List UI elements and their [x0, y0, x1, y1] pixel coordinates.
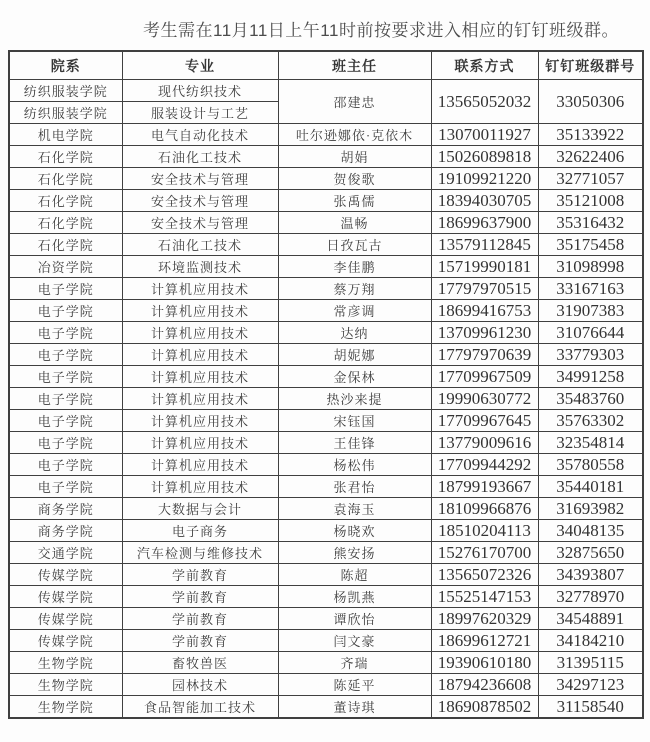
college-cell: 生物学院 — [9, 674, 122, 696]
major-cell: 计算机应用技术 — [122, 476, 278, 498]
teacher-cell: 邵建忠 — [278, 80, 431, 124]
college-cell: 石化学院 — [9, 234, 122, 256]
table-row — [9, 322, 643, 344]
college-cell: 电子学院 — [9, 366, 122, 388]
phone-cell: 13779009616 — [431, 432, 538, 454]
college-cell: 石化学院 — [9, 146, 122, 168]
group-number-cell: 32622406 — [538, 146, 643, 168]
teacher-cell: 熊安扬 — [278, 542, 431, 564]
phone-cell: 18109966876 — [431, 498, 538, 520]
teacher-cell: 谭欣怡 — [278, 608, 431, 630]
phone-cell: 18510204113 — [431, 520, 538, 542]
table-row — [9, 652, 643, 674]
major-cell: 计算机应用技术 — [122, 300, 278, 322]
table-row — [9, 366, 643, 388]
group-number-cell: 33050306 — [538, 80, 643, 124]
group-number-cell: 31395115 — [538, 652, 643, 674]
group-number-cell: 35440181 — [538, 476, 643, 498]
major-cell: 安全技术与管理 — [122, 168, 278, 190]
teacher-cell: 金保林 — [278, 366, 431, 388]
major-cell: 现代纺织技术 — [122, 80, 278, 102]
teacher-cell: 吐尔逊娜依·克依木 — [278, 124, 431, 146]
major-cell: 食品智能加工技术 — [122, 696, 278, 719]
group-number-cell: 34184210 — [538, 630, 643, 652]
group-number-cell: 31098998 — [538, 256, 643, 278]
phone-cell: 18394030705 — [431, 190, 538, 212]
table-row — [9, 234, 643, 256]
table-row — [9, 542, 643, 564]
teacher-cell: 温畅 — [278, 212, 431, 234]
phone-cell: 18799193667 — [431, 476, 538, 498]
college-cell: 生物学院 — [9, 652, 122, 674]
group-number-cell: 35780558 — [538, 454, 643, 476]
college-cell: 传媒学院 — [9, 564, 122, 586]
table-row — [9, 432, 643, 454]
table-row — [9, 520, 643, 542]
phone-cell: 13565072326 — [431, 564, 538, 586]
college-cell: 交通学院 — [9, 542, 122, 564]
group-number-cell: 33779303 — [538, 344, 643, 366]
college-cell: 电子学院 — [9, 476, 122, 498]
college-cell: 机电学院 — [9, 124, 122, 146]
group-number-cell: 31158540 — [538, 696, 643, 719]
table-row — [9, 454, 643, 476]
header-college: 院系 — [9, 51, 122, 80]
phone-cell: 18699416753 — [431, 300, 538, 322]
college-cell: 纺织服装学院 — [9, 102, 122, 124]
phone-cell: 13070011927 — [431, 124, 538, 146]
page-title: 考生需在11月11日上午11时前按要求进入相应的钉钉班级群。 — [143, 21, 619, 40]
major-cell: 安全技术与管理 — [122, 212, 278, 234]
header-teacher: 班主任 — [278, 51, 431, 80]
major-cell: 石油化工技术 — [122, 234, 278, 256]
major-cell: 学前教育 — [122, 630, 278, 652]
table-row — [9, 344, 643, 366]
header-group-number: 钉钉班级群号 — [538, 51, 643, 80]
group-number-cell: 31907383 — [538, 300, 643, 322]
group-number-cell: 34048135 — [538, 520, 643, 542]
college-cell: 石化学院 — [9, 168, 122, 190]
college-cell: 石化学院 — [9, 212, 122, 234]
table-row — [9, 388, 643, 410]
table-row — [9, 190, 643, 212]
major-cell: 安全技术与管理 — [122, 190, 278, 212]
class-group-table — [8, 50, 644, 719]
table-row — [9, 80, 643, 102]
teacher-cell: 杨松伟 — [278, 454, 431, 476]
major-cell: 大数据与会计 — [122, 498, 278, 520]
teacher-cell: 张禹儒 — [278, 190, 431, 212]
college-cell: 电子学院 — [9, 454, 122, 476]
group-number-cell: 35763302 — [538, 410, 643, 432]
college-cell: 电子学院 — [9, 388, 122, 410]
table-header-row — [9, 51, 643, 80]
major-cell: 园林技术 — [122, 674, 278, 696]
teacher-cell: 齐瑞 — [278, 652, 431, 674]
teacher-cell: 宋钰国 — [278, 410, 431, 432]
group-number-cell: 35121008 — [538, 190, 643, 212]
table-row — [9, 410, 643, 432]
major-cell: 汽车检测与维修技术 — [122, 542, 278, 564]
teacher-cell: 杨晓欢 — [278, 520, 431, 542]
teacher-cell: 胡妮娜 — [278, 344, 431, 366]
group-number-cell: 35316432 — [538, 212, 643, 234]
phone-cell: 17709944292 — [431, 454, 538, 476]
teacher-cell: 贺俊歌 — [278, 168, 431, 190]
table-row — [9, 212, 643, 234]
phone-cell: 18997620329 — [431, 608, 538, 630]
table-row — [9, 696, 643, 719]
college-cell: 商务学院 — [9, 520, 122, 542]
table-row — [9, 674, 643, 696]
header-phone: 联系方式 — [431, 51, 538, 80]
table-row — [9, 146, 643, 168]
teacher-cell: 闫文豪 — [278, 630, 431, 652]
table-body — [9, 80, 643, 719]
college-cell: 电子学院 — [9, 278, 122, 300]
major-cell: 计算机应用技术 — [122, 366, 278, 388]
teacher-cell: 董诗琪 — [278, 696, 431, 719]
teacher-cell: 张君怡 — [278, 476, 431, 498]
phone-cell: 18699612721 — [431, 630, 538, 652]
major-cell: 计算机应用技术 — [122, 454, 278, 476]
major-cell: 计算机应用技术 — [122, 432, 278, 454]
major-cell: 计算机应用技术 — [122, 344, 278, 366]
major-cell: 电气自动化技术 — [122, 124, 278, 146]
phone-cell: 15719990181 — [431, 256, 538, 278]
college-cell: 电子学院 — [9, 300, 122, 322]
college-cell: 电子学院 — [9, 322, 122, 344]
group-number-cell: 33167163 — [538, 278, 643, 300]
teacher-cell: 达纳 — [278, 322, 431, 344]
table-row — [9, 498, 643, 520]
college-cell: 传媒学院 — [9, 630, 122, 652]
phone-cell: 17709967509 — [431, 366, 538, 388]
table-row — [9, 630, 643, 652]
college-cell: 电子学院 — [9, 410, 122, 432]
college-cell: 电子学院 — [9, 344, 122, 366]
teacher-cell: 袁海玉 — [278, 498, 431, 520]
college-cell: 传媒学院 — [9, 586, 122, 608]
phone-cell: 18690878502 — [431, 696, 538, 719]
major-cell: 学前教育 — [122, 608, 278, 630]
group-number-cell: 31693982 — [538, 498, 643, 520]
major-cell: 学前教育 — [122, 586, 278, 608]
major-cell: 环境监测技术 — [122, 256, 278, 278]
group-number-cell: 32875650 — [538, 542, 643, 564]
group-number-cell: 32771057 — [538, 168, 643, 190]
major-cell: 电子商务 — [122, 520, 278, 542]
table-row — [9, 124, 643, 146]
major-cell: 计算机应用技术 — [122, 322, 278, 344]
phone-cell: 13709961230 — [431, 322, 538, 344]
phone-cell: 15026089818 — [431, 146, 538, 168]
group-number-cell: 35175458 — [538, 234, 643, 256]
major-cell: 石油化工技术 — [122, 146, 278, 168]
group-number-cell: 32778970 — [538, 586, 643, 608]
table-row — [9, 278, 643, 300]
phone-cell: 17797970639 — [431, 344, 538, 366]
group-number-cell: 31076644 — [538, 322, 643, 344]
group-number-cell: 34991258 — [538, 366, 643, 388]
college-cell: 传媒学院 — [9, 608, 122, 630]
teacher-cell: 蔡万翔 — [278, 278, 431, 300]
major-cell: 学前教育 — [122, 564, 278, 586]
college-cell: 石化学院 — [9, 190, 122, 212]
phone-cell: 17709967645 — [431, 410, 538, 432]
teacher-cell: 陈延平 — [278, 674, 431, 696]
phone-cell: 18794236608 — [431, 674, 538, 696]
college-cell: 商务学院 — [9, 498, 122, 520]
teacher-cell: 热沙来提 — [278, 388, 431, 410]
teacher-cell: 常彦调 — [278, 300, 431, 322]
phone-cell: 18699637900 — [431, 212, 538, 234]
major-cell: 计算机应用技术 — [122, 410, 278, 432]
table-row — [9, 564, 643, 586]
group-number-cell: 32354814 — [538, 432, 643, 454]
group-number-cell: 34297123 — [538, 674, 643, 696]
phone-cell: 19109921220 — [431, 168, 538, 190]
major-cell: 服装设计与工艺 — [122, 102, 278, 124]
phone-cell: 13565052032 — [431, 80, 538, 124]
college-cell: 冶资学院 — [9, 256, 122, 278]
group-number-cell: 35483760 — [538, 388, 643, 410]
phone-cell: 19390610180 — [431, 652, 538, 674]
college-cell: 纺织服装学院 — [9, 80, 122, 102]
major-cell: 畜牧兽医 — [122, 652, 278, 674]
major-cell: 计算机应用技术 — [122, 388, 278, 410]
group-number-cell: 34548891 — [538, 608, 643, 630]
phone-cell: 19990630772 — [431, 388, 538, 410]
group-number-cell: 35133922 — [538, 124, 643, 146]
phone-cell: 13579112845 — [431, 234, 538, 256]
table-row — [9, 586, 643, 608]
major-cell: 计算机应用技术 — [122, 278, 278, 300]
table-row — [9, 300, 643, 322]
college-cell: 电子学院 — [9, 432, 122, 454]
teacher-cell: 胡娟 — [278, 146, 431, 168]
teacher-cell: 日孜瓦古 — [278, 234, 431, 256]
teacher-cell: 王佳锋 — [278, 432, 431, 454]
teacher-cell: 杨凯燕 — [278, 586, 431, 608]
teacher-cell: 陈超 — [278, 564, 431, 586]
teacher-cell: 李佳鹏 — [278, 256, 431, 278]
table-row — [9, 256, 643, 278]
college-cell: 生物学院 — [9, 696, 122, 719]
table-row — [9, 168, 643, 190]
phone-cell: 15276170700 — [431, 542, 538, 564]
table-row — [9, 608, 643, 630]
phone-cell: 17797970515 — [431, 278, 538, 300]
header-major: 专业 — [122, 51, 278, 80]
table-row — [9, 476, 643, 498]
group-number-cell: 34393807 — [538, 564, 643, 586]
phone-cell: 15525147153 — [431, 586, 538, 608]
